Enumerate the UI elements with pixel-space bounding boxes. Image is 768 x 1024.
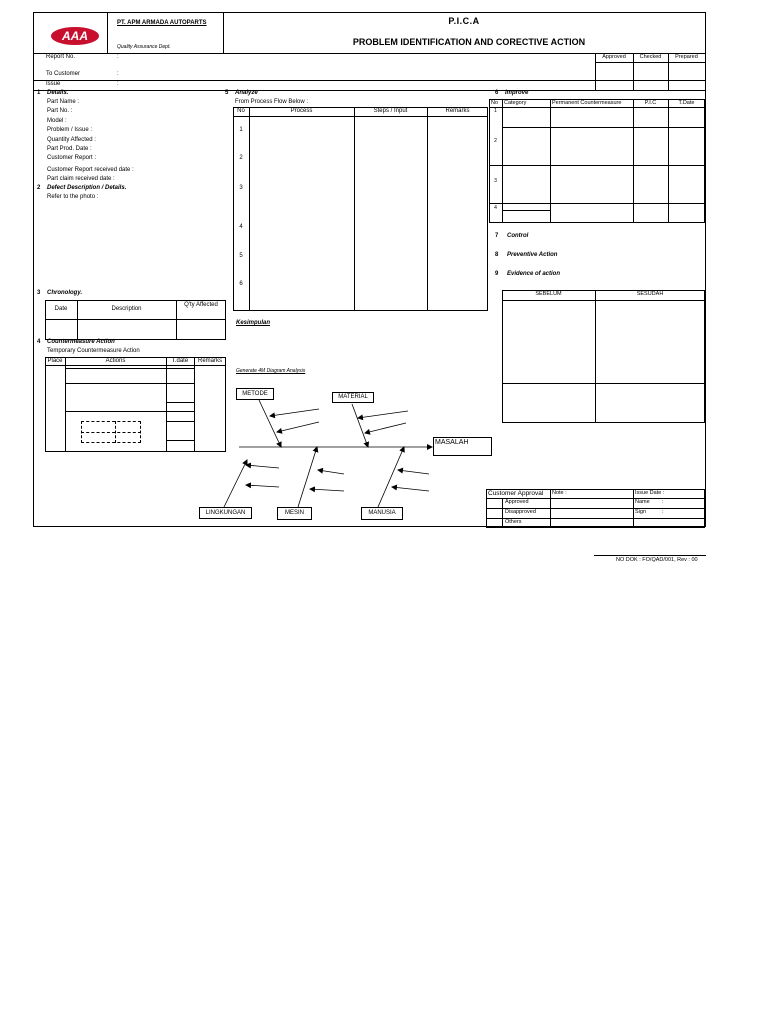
fishbone-masalah-box: MASALAH (433, 437, 492, 456)
analyze-no-header: No (237, 108, 245, 114)
fishbone-material-box: MATERIAL (332, 392, 374, 403)
fishbone-bone-manusia (378, 447, 404, 507)
fishbone-manusia-box: MANUSIA (361, 507, 403, 520)
improve-row-line (489, 107, 705, 108)
to-customer-label: To Customer (46, 71, 81, 77)
place-header: Place (47, 358, 63, 364)
part-no-label: Part No. : (47, 108, 73, 114)
diagram-caption: Generate 4M Diagram Analysis (236, 368, 306, 374)
approval-sign-label: Sign (635, 509, 647, 515)
sebelum-header: SEBELUM (535, 291, 562, 297)
analyze-steps-header: Steps / Input (373, 108, 408, 114)
fishbone-sub-arrow (358, 411, 408, 418)
improve-col-line (550, 99, 551, 223)
fishbone-diagram (34, 13, 705, 528)
analyze-process-header: Process (290, 108, 313, 114)
fishbone-bone-metode (259, 400, 281, 447)
section5-title: Analyze (235, 90, 258, 96)
refer-photo-label: Refer to the photo : (47, 194, 99, 200)
section9-number: 9 (495, 271, 499, 277)
section5-number: 5 (225, 90, 229, 96)
approval-issue-date-label: Issue Date : (635, 490, 665, 496)
model-label: Model : (47, 118, 67, 124)
approval-others-option: Others (505, 519, 522, 525)
temporary-countermeasure-label: Temporary Countermeasure Action (47, 348, 140, 354)
fishbone-sub-arrow (392, 487, 429, 491)
improve-table (489, 99, 705, 223)
section4-number: 4 (37, 339, 41, 345)
fishbone-sub-arrow (398, 470, 429, 474)
document-number: NO DOK : FO/QAD/001, Rev : 00 (616, 557, 698, 563)
pica-form-sheet (33, 12, 706, 527)
section8-title: Preventive Action (507, 252, 558, 258)
evidence-col-line (595, 290, 596, 423)
approval-name-label: Name (635, 499, 650, 505)
fishbone-sub-arrow (246, 485, 279, 487)
evidence-table (502, 290, 705, 423)
improve-countermeasure-header: Permanent Countermeasure (552, 100, 622, 106)
approval-disapproved-option: Disapproved (505, 509, 536, 515)
improve-no-header: No (491, 100, 499, 106)
evidence-row-line (502, 383, 705, 384)
approved-label: Approved (602, 54, 626, 60)
approval-note-label: Note : (552, 490, 567, 496)
improve-row-line (489, 203, 705, 204)
fishbone-mesin-box: MESIN (277, 507, 312, 520)
improve-pic-header: P.I.C (644, 100, 657, 106)
section3-title: Chronology. (47, 290, 83, 296)
section6-title: Improve (505, 90, 529, 96)
company-name: PT. APM ARMADA AUTOPARTS (117, 20, 207, 26)
report-no-colon: : (117, 54, 119, 60)
improve-row-line (502, 127, 705, 128)
analyze-row-number: 1 (239, 127, 243, 133)
part-name-label: Part Name : (47, 99, 80, 105)
analyze-row-number: 2 (239, 155, 243, 161)
evidence-row-line (502, 300, 705, 301)
improve-row-number: 2 (494, 138, 497, 144)
fishbone-lingkungan-box: LINGKUNGAN (199, 507, 252, 519)
improve-row-number: 4 (494, 205, 497, 211)
issue-colon: : (117, 81, 119, 87)
remarks-header: Remarks (197, 358, 222, 364)
report-received-label: Customer Report received date : (47, 167, 134, 173)
department-name: Quality Assurance Dept. (117, 44, 171, 50)
improve-row-line (502, 210, 550, 211)
section1-number: 1 (37, 90, 41, 96)
section7-title: Control (507, 233, 529, 239)
footer-line (594, 555, 706, 556)
kesimpulan-label: Kesimpulan (236, 320, 271, 326)
fishbone-bone-mesin (298, 447, 317, 507)
fishbone-bone-material (352, 404, 368, 447)
form-code: P.I.C.A (448, 16, 480, 26)
claim-received-label: Part claim received date : (47, 176, 115, 182)
section9-title: Evidence of action (507, 271, 561, 277)
section2-number: 2 (37, 185, 41, 191)
improve-category-header: Category (504, 100, 527, 106)
chronology-date-header: Date (54, 306, 68, 312)
improve-tdate-header: T.Date (678, 100, 695, 106)
chronology-desc-header: Description (111, 306, 142, 312)
section2-title: Defect Description / Details. (47, 185, 127, 191)
issue-label: Issue (46, 81, 61, 87)
improve-row-line (489, 165, 705, 166)
approval-name-colon: : (662, 499, 664, 505)
analyze-remarks-header: Remarks (445, 108, 470, 114)
section8-number: 8 (495, 252, 499, 258)
tdate-header: T.date (171, 358, 189, 364)
fishbone-sub-arrow (277, 422, 319, 432)
prod-date-label: Part Prod. Date : (47, 146, 92, 152)
sesudah-header: SESUDAH (636, 291, 664, 297)
fishbone-sub-arrow (318, 470, 344, 474)
analyze-row-number: 3 (239, 185, 243, 191)
section1-title: Details. (47, 90, 69, 96)
fishbone-sub-arrow (246, 465, 279, 468)
customer-approval-title: Customer Approval (488, 490, 544, 497)
approval-col-line (502, 498, 503, 528)
logo-text: AAA (62, 29, 88, 43)
form-title: PROBLEM IDENTIFICATION AND CORECTIVE ACTION (352, 37, 586, 47)
to-customer-colon: : (117, 71, 119, 77)
checked-label: Checked (639, 54, 662, 60)
section7-number: 7 (495, 233, 499, 239)
approval-sign-colon: : (662, 509, 664, 515)
customer-report-label: Customer Report : (47, 155, 97, 161)
analyze-row-number: 5 (239, 253, 243, 259)
fishbone-metode-box: METODE (236, 388, 274, 400)
analyze-row-number: 4 (239, 224, 243, 230)
improve-row-number: 3 (494, 178, 497, 184)
improve-col-line (668, 99, 669, 223)
section3-number: 3 (37, 290, 41, 296)
improve-col-line (633, 99, 634, 223)
prepared-label: Prepared (675, 54, 698, 60)
section4-title: Countermeasure Action (47, 339, 115, 345)
problem-label: Problem / Issue : (47, 127, 93, 133)
fishbone-sub-arrow (270, 409, 319, 416)
actions-header: Actions (105, 358, 126, 364)
improve-col-line (502, 99, 503, 223)
fishbone-sub-arrow (365, 423, 406, 433)
improve-row-number: 1 (494, 108, 497, 114)
section6-number: 6 (495, 90, 499, 96)
quantity-label: Quantity Affected : (47, 137, 96, 143)
chronology-qty-header: Q'ty Affected (184, 302, 218, 308)
approval-approved-option: Approved (505, 499, 529, 505)
report-no-label: Report No. (46, 54, 76, 60)
analyze-row-number: 6 (239, 281, 243, 287)
process-flow-label: From Process Flow Below : (235, 99, 309, 105)
fishbone-bone-lingkungan (224, 460, 247, 507)
fishbone-sub-arrow (310, 489, 344, 491)
